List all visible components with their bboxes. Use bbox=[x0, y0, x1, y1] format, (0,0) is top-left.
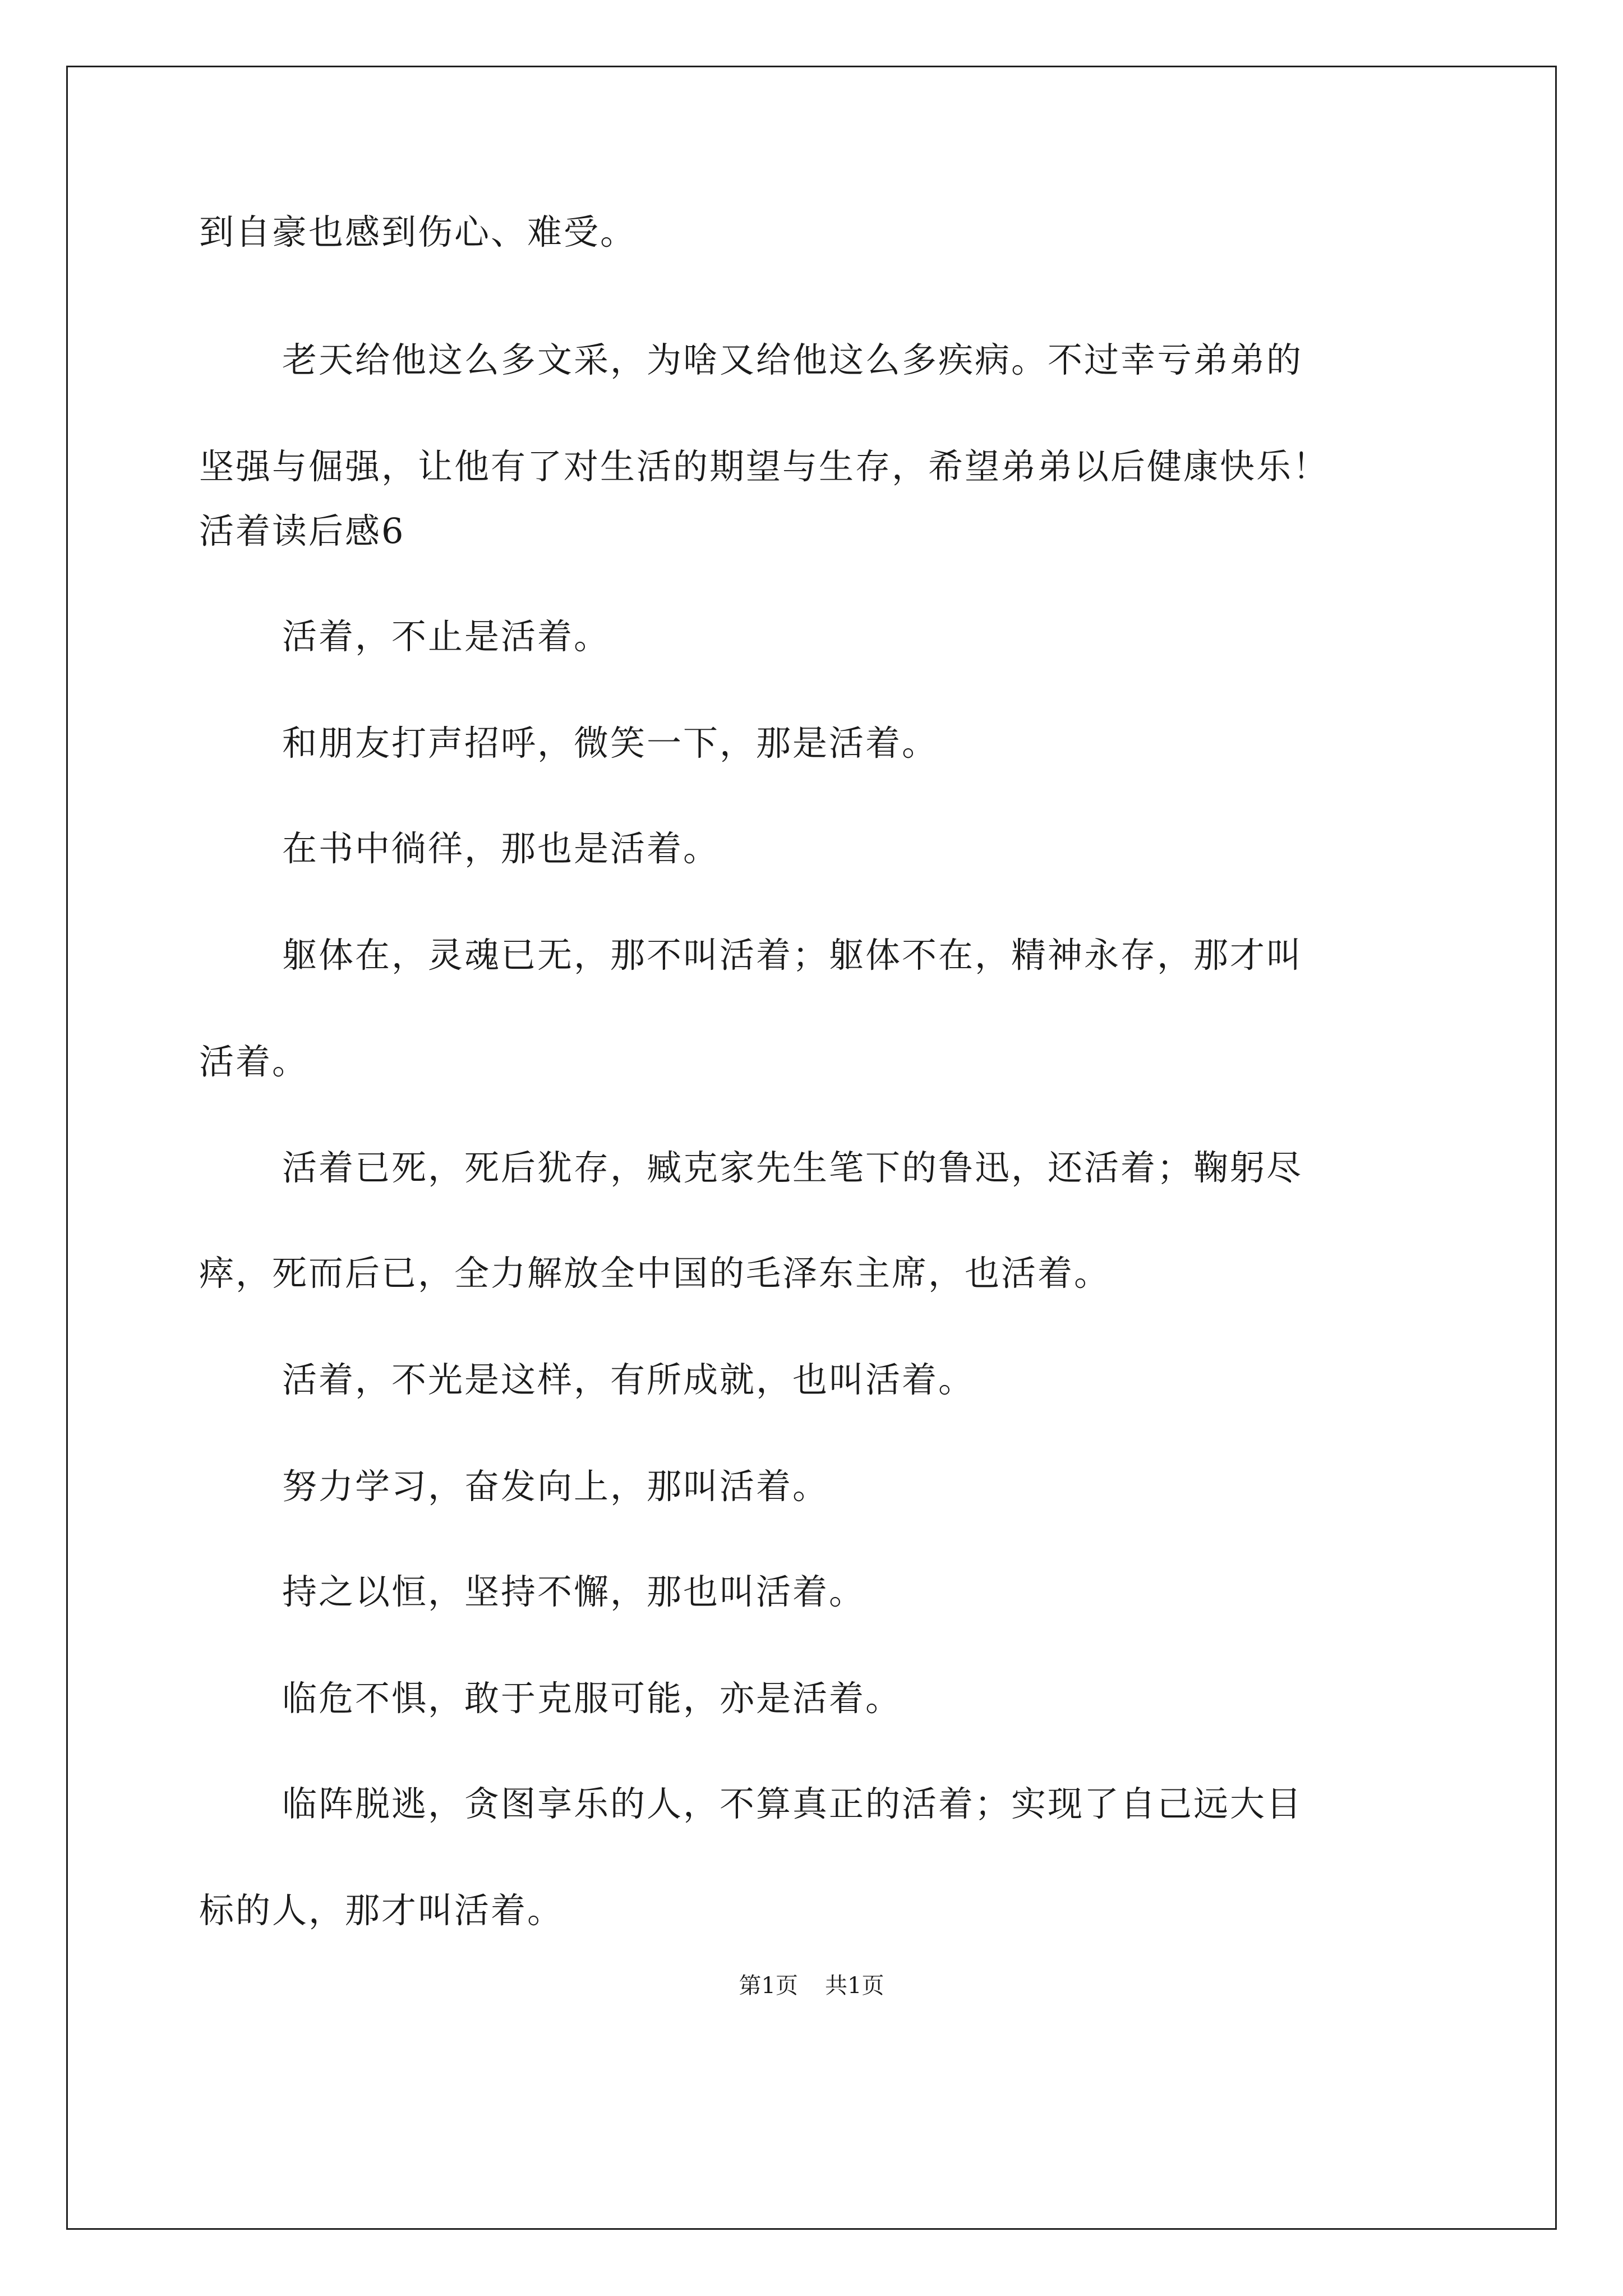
text-line: 活着，不止是活着。 bbox=[282, 616, 611, 657]
section-heading: 活着读后感6 bbox=[199, 510, 405, 551]
text-line: 老天给他这么多文采，为啥又给他这么多疾病。不过幸亏弟弟的 bbox=[282, 339, 1303, 380]
text-line: 活着，不光是这样，有所成就，也叫活着。 bbox=[282, 1359, 975, 1400]
text-line: 躯体在，灵魂已无，那不叫活着；躯体不在，精神永存，那才叫 bbox=[282, 935, 1303, 976]
text-line: 活着。 bbox=[199, 1041, 309, 1082]
text-line: 标的人，那才叫活着。 bbox=[199, 1890, 564, 1931]
page-footer bbox=[0, 1969, 1623, 2003]
text-line: 持之以恒，坚持不懈，那也叫活着。 bbox=[282, 1571, 866, 1612]
text-line: 临危不惧，敢于克服可能，亦是活着。 bbox=[282, 1678, 902, 1719]
page-number: 第1页 bbox=[739, 1973, 798, 1999]
text-line: 和朋友打声招呼，微笑一下，那是活着。 bbox=[282, 723, 939, 763]
text-line: 临阵脱逃，贪图享乐的人，不算真正的活着；实现了自己远大目 bbox=[282, 1783, 1303, 1824]
text-line: 坚强与倔强，让他有了对生活的期望与生存，希望弟弟以后健康快乐！ bbox=[199, 446, 1330, 487]
text-line: 到自豪也感到伤心、难受。 bbox=[199, 211, 637, 252]
text-line: 努力学习，奋发向上，那叫活着。 bbox=[282, 1466, 829, 1507]
text-line: 活着已死，死后犹存，臧克家先生笔下的鲁迅，还活着；鞠躬尽 bbox=[282, 1147, 1303, 1188]
text-line: 瘁，死而后已，全力解放全中国的毛泽东主席，也活着。 bbox=[199, 1253, 1111, 1294]
text-line: 在书中徜徉，那也是活着。 bbox=[282, 828, 720, 869]
page-total: 共1页 bbox=[825, 1973, 884, 1999]
